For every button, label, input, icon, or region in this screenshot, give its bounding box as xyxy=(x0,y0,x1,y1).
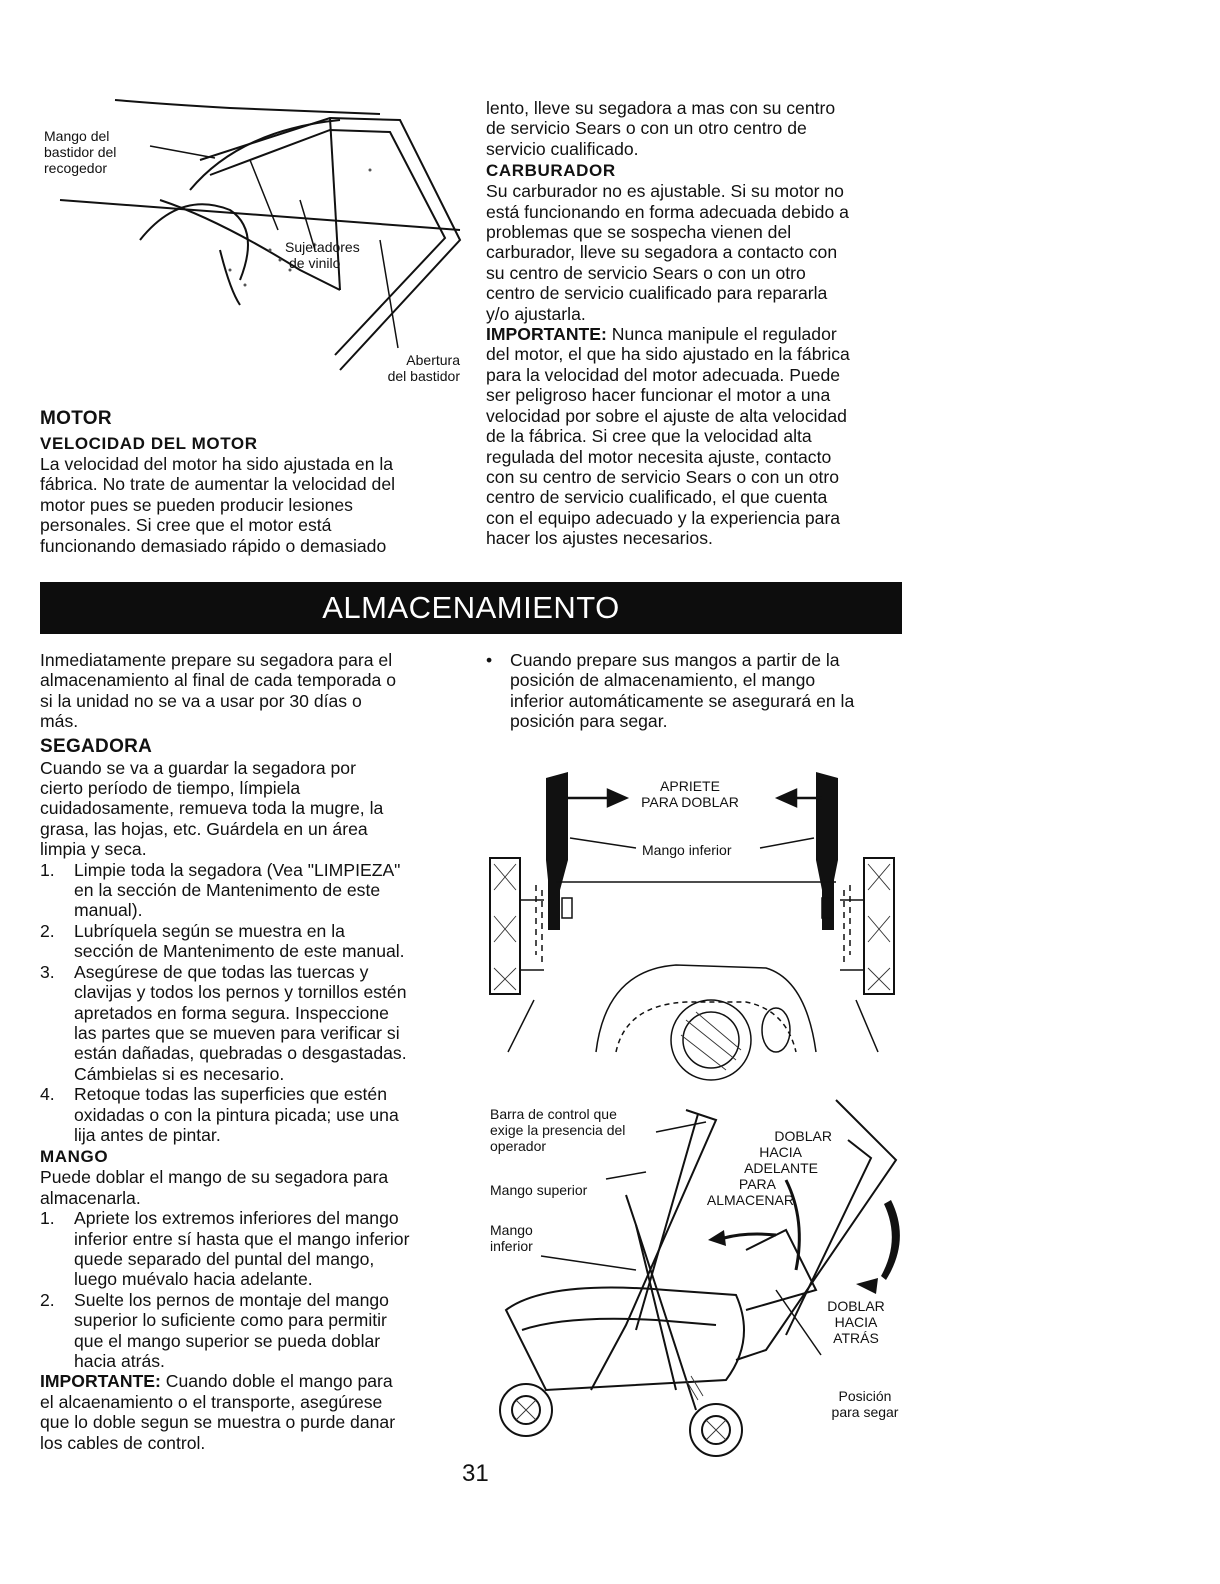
label-doblar-adelante: DOBLAR HACIA ADELANTE PARA ALMACENAR xyxy=(706,1128,832,1208)
label-mango-superior: Mango superior xyxy=(490,1182,588,1198)
motor-title: MOTOR xyxy=(40,408,112,429)
carburador-text: Su carburador no es ajustable. Si su motor no está funcionando en forma adecuada debido a problemas que se sospecha vienen del carburador, lleve su segadora a contacto con su centro de servicio Sears o con un otro centro de servicio cualificado para repararla y/o ajustarla. IMPORTANTE: Nunca manipule el regulador del motor, el que ha sido ajustado en la fábrica para la velocidad del motor adecuada. Puede ser peligroso hacer funcionar el motor a una velocidad por sobre el ajuste de alta velocidad de la fábrica. Si cree que la velocidad alta regulada del motor necesita ajuste, contacto con su centro de servicio Sears o con un otro centro de servicio cualificado, el que cuenta con el equipo adecuado y la experiencia para hacer los ajustes necesarios. xyxy=(486,181,850,549)
almacen-intro: Inmediatamente prepare su segadora para el almacenamiento al final de cada temporada o si la unidad no se va a usar por 30 días o más. xyxy=(40,650,397,732)
label-mango-inferior-fig3: Mango inferior xyxy=(490,1222,533,1254)
list-item: 1. Apriete los extremos inferiores del mango inferior entre sí hasta que el mango inferior quede separado del puntal del mango, luego muévalo hacia adelante. xyxy=(40,1208,410,1290)
segadora-text: Cuando se va a guardar la segadora por cierto período de tiempo, límpiela cuidadosamente, remueva toda la mugre, la grasa, las hojas, etc. Guárdela en un área limpia y seca. xyxy=(40,757,384,860)
importante-storage-text: IMPORTANTE: Cuando doble el mango para el alcaenamiento o el transporte, asegúrese que lo doble segun se muestra o purde danar los cables de control. xyxy=(40,1371,396,1453)
label-mango-bastidor: Mango del bastidor del recogedor xyxy=(44,128,117,176)
segadora-title: SEGADORA xyxy=(40,735,153,757)
bullet-note: • Cuando prepare sus mangos a partir de la posición de almacenamiento, el mango inferior automáticamente se asegurará en la posición para segar. xyxy=(486,650,855,732)
almacenamiento-section xyxy=(40,650,460,1453)
segadora-steps xyxy=(40,860,460,1146)
mango-text: Puede doblar el mango de su segadora para almacenarla. xyxy=(40,1167,389,1208)
list-item: 4. Retoque todas las superficies que estén oxidadas o con la pintura picada; use una lija antes de pintar. xyxy=(40,1084,399,1145)
list-item: 3. Asegúrese de que todas las tuercas y clavijas y todos los pernos y tornillos estén apretados en forma segura. Inspeccione las partes que se mueven para verificar si están dañadas, quebradas o desgastadas. Cámbielas si es necesario. xyxy=(40,961,407,1084)
label-abertura: Abertura del bastidor xyxy=(387,352,460,384)
mango-steps xyxy=(40,1208,460,1371)
carburador-title: CARBURADOR xyxy=(486,161,616,181)
motor-section xyxy=(40,408,460,556)
grass-catcher-figure xyxy=(40,90,520,310)
almacenamiento-banner: ALMACENAMIENTO xyxy=(40,582,902,634)
velocidad-title: VELOCIDAD DEL MOTOR xyxy=(40,434,258,453)
label-posicion-segar: Posición para segar xyxy=(831,1388,899,1420)
list-item: 2. Suelte los pernos de montaje del mango superior lo suficiente como para permitir que el mango superior se pueda doblar hacia atrás. xyxy=(40,1289,389,1371)
list-item: 1. Limpie toda la segadora (Vea "LIMPIEZA" en la sección de Mantenimento de este manual). xyxy=(40,859,401,921)
velocidad-continued-text: lento, lleve su segadora a mas con su centro de servicio Sears o con un otro centro de servicio cualificado. xyxy=(486,98,836,159)
mango-title: MANGO xyxy=(40,1147,109,1167)
list-item: 2. Lubríquela según se muestra en la sección de Mantenimento de este manual. xyxy=(40,920,405,962)
label-apriete: APRIETE PARA DOBLAR xyxy=(641,778,739,810)
label-mango-inferior-fig2: Mango inferior xyxy=(642,842,732,858)
label-doblar-atras: DOBLAR HACIA ATRÁS xyxy=(827,1298,885,1346)
label-barra-control: Barra de control que exige la presencia del operador xyxy=(490,1106,626,1154)
page-number: 31 xyxy=(462,1460,489,1487)
right-top-section xyxy=(486,98,906,549)
label-sujetadores: Sujetadores de vinilo xyxy=(285,239,360,271)
bullet-symbol: • xyxy=(486,650,493,670)
importante-label-2: IMPORTANTE: xyxy=(40,1371,161,1392)
importante-label: IMPORTANTE: xyxy=(486,324,607,345)
velocidad-text: La velocidad del motor ha sido ajustada en la fábrica. No trate de aumentar la velocidad del motor pues se pueden producir lesiones personales. Si cree que el motor está funcionando demasiado rápido o demasiado xyxy=(40,454,396,556)
